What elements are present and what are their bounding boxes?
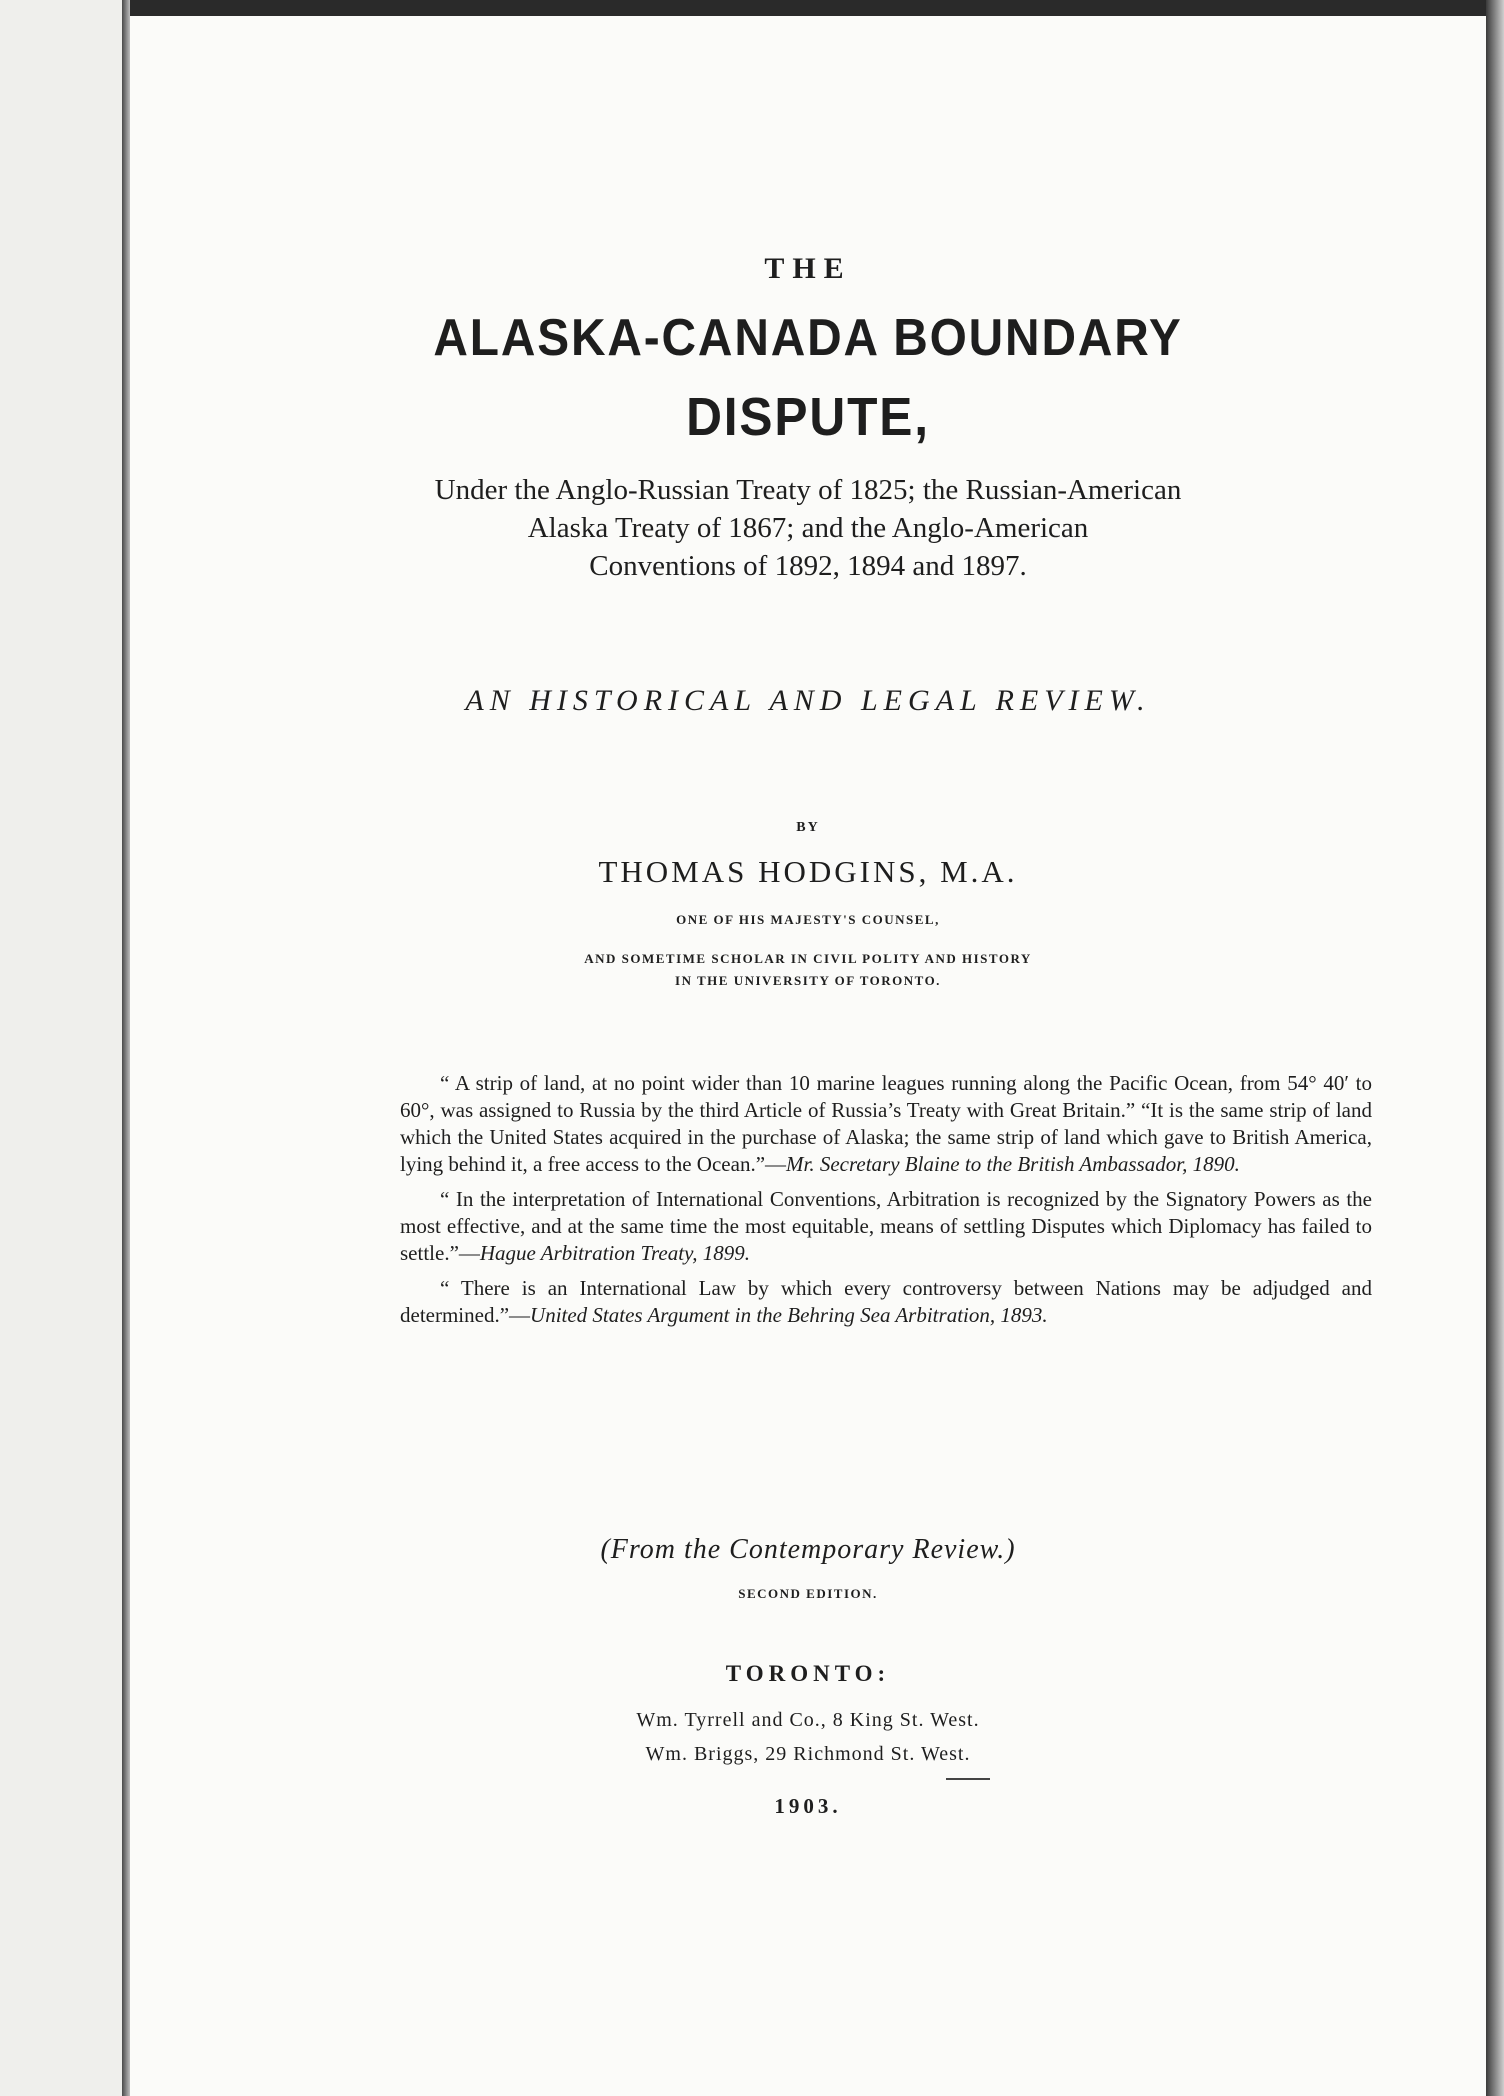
subtitle-line-1: Under the Anglo-Russian Treaty of 1825; the Russian-American (434, 474, 1182, 506)
quote-attribution: Hague Arbitration Treaty, 1899. (479, 1241, 750, 1265)
title-page (130, 0, 1486, 2096)
imprint-year: 1903. (774, 1794, 842, 1818)
epigraph-quotes (400, 1070, 1372, 1337)
subtitle-line-2: Alaska Treaty of 1867; and the Anglo-American (527, 512, 1089, 544)
imprint-publisher-2: Wm. Briggs, 29 Richmond St. West. (645, 1743, 971, 1765)
binding-shadow (122, 0, 130, 2096)
author-credential-3: IN THE UNIVERSITY OF TORONTO. (675, 973, 941, 988)
author-credential-1: ONE OF HIS MAJESTY'S COUNSEL, (676, 912, 940, 927)
quote-paragraph (400, 1070, 1372, 1178)
quote-attribution: United States Argument in the Behring Sea Arbitration, 1893. (530, 1303, 1048, 1327)
review-heading: AN HISTORICAL AND LEGAL REVIEW. (465, 684, 1151, 717)
imprint-city: TORONTO: (725, 1661, 891, 1686)
quote-paragraph (400, 1275, 1372, 1329)
author-credentials (130, 948, 1486, 992)
imprint-rule (946, 1778, 990, 1780)
subtitle (130, 471, 1486, 585)
title-article: THE (764, 252, 852, 285)
page-right-edge (1486, 0, 1504, 2096)
facing-page-edge (0, 0, 122, 2096)
main-title-line-2: DISPUTE, (686, 387, 930, 447)
edition-label: SECOND EDITION. (738, 1586, 878, 1601)
quote-text: “ In the interpretation of International Conventions, Arbitration is recognized by the Signatory Powers as the most effective, and at the same time the most equitable, means of settling Disputes which Diplomacy has failed to settle.”— (400, 1187, 1372, 1265)
by-label: BY (796, 820, 820, 835)
author-name: THOMAS HODGINS, M.A. (598, 854, 1018, 889)
author-credential-2: AND SOMETIME SCHOLAR IN CIVIL POLITY AND HISTORY (584, 951, 1032, 966)
source-note: (From the Contemporary Review.) (600, 1534, 1016, 1565)
imprint-publisher-1: Wm. Tyrrell and Co., 8 King St. West. (636, 1709, 980, 1731)
quote-attribution: Mr. Secretary Blaine to the British Ambassador, 1890. (786, 1152, 1240, 1176)
main-title-line-1: ALASKA-CANADA BOUNDARY (433, 309, 1183, 367)
quote-paragraph (400, 1186, 1372, 1267)
subtitle-line-3: Conventions of 1892, 1894 and 1897. (589, 550, 1027, 582)
quote-text: “ There is an International Law by which every controversy between Nations may be adjudged and determined.”— (400, 1276, 1372, 1327)
quote-text: “ A strip of land, at no point wider than 10 marine leagues running along the Pacific Ocean, from 54° 40′ to 60°, was assigned to Russia by the third Article of Russia’s Treaty with Great Britain.” “It is the same strip of land which the United States acquired in the purchase of Alaska; the same strip of land which gave to British America, lying behind it, a free access to the Ocean.”— (400, 1071, 1372, 1176)
